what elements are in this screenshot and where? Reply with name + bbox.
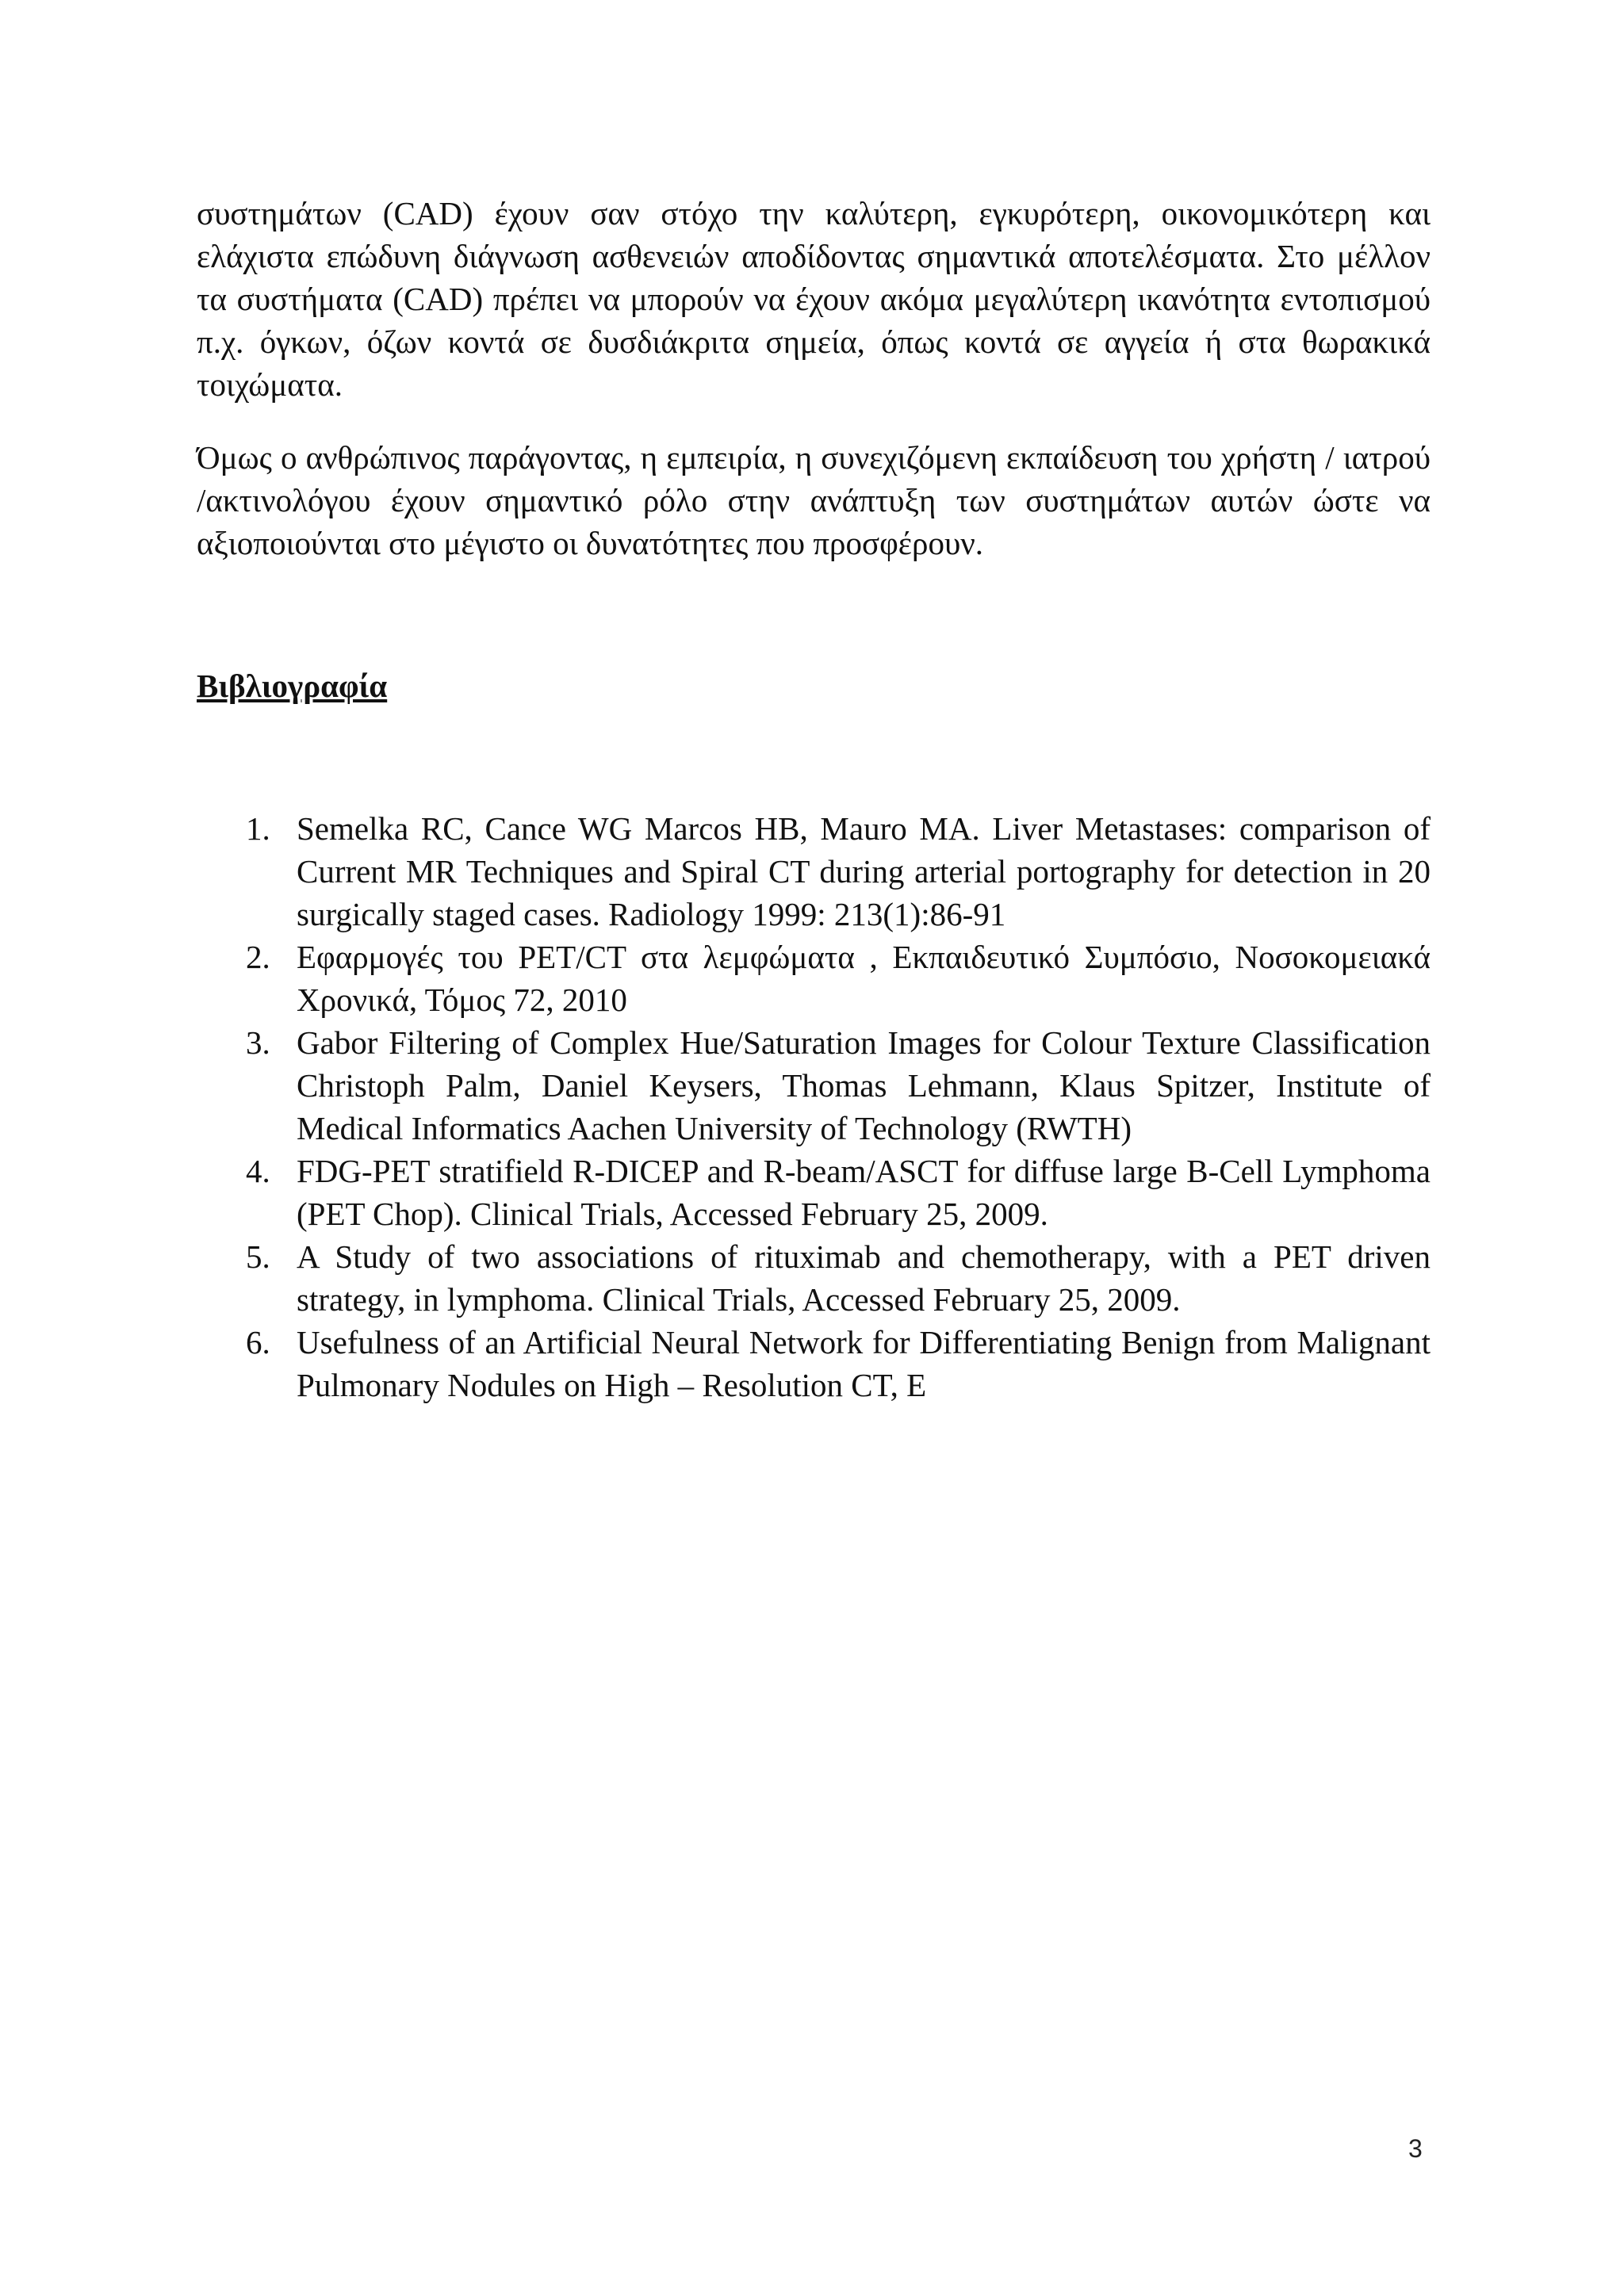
reference-item (0, 1321, 1624, 1406)
reference-text: Εφαρμογές του PET/CT στα λεμφώματα , Εκπαιδευτικό Συμπόσιο, Νοσοκομειακά Χρονικά, Τόμος 72, 2010 (297, 939, 1431, 1018)
reference-number: 6. (246, 1324, 270, 1360)
reference-text: Semelka RC, Cance WG Marcos HB, Mauro MA. Liver Metastases: comparison of Current MR Techniques and Spiral CT during arterial portography for detection in 20 surgically staged cases. Radiology 1999: 213(1):86-91 (297, 810, 1431, 932)
reference-list (0, 807, 1624, 1406)
reference-number: 2. (246, 939, 270, 975)
reference-text: Gabor Filtering of Complex Hue/Saturation Images for Colour Texture Classification Christoph Palm, Daniel Keysers, Thomas Lehmann, Klaus Spitzer, Institute of Medical Informatics Aachen University of Technology (RWTH) (297, 1024, 1431, 1146)
reference-item (0, 936, 1624, 1021)
reference-item (0, 807, 1624, 936)
reference-number: 5. (246, 1238, 270, 1275)
reference-item (0, 1235, 1624, 1321)
body-paragraph-human-factor: Όμως ο ανθρώπινος παράγοντας, η εμπειρία, η συνεχιζόμενη εκπαίδευση του χρήστη / ιατρού /ακτινολόγου έχουν σημαντικό ρόλο στην ανάπτυξη των συστημάτων αυτών ώστε να αξιοποιούνται στο μέγιστο οι δυνατότητες που προσφέρουν. (197, 439, 1431, 561)
reference-text: Usefulness of an Artificial Neural Network for Differentiating Benign from Malignant Pulmonary Nodules on High – Resolution CT, E (297, 1324, 1431, 1403)
reference-item (0, 1021, 1624, 1150)
reference-number: 3. (246, 1024, 270, 1061)
reference-text: FDG-PET stratifield R-DICEP and R-beam/ASCT for diffuse large B-Cell Lymphoma (PET Chop). Clinical Trials, Accessed February 25, 2009. (297, 1153, 1431, 1232)
reference-text: A Study of two associations of rituximab and chemotherapy, with a PET driven strategy, in lymphoma. Clinical Trials, Accessed February 25, 2009. (297, 1238, 1431, 1318)
bibliography-heading: Βιβλιογραφία (197, 668, 388, 704)
reference-number: 1. (246, 810, 270, 847)
page-number: 3 (1408, 2134, 1423, 2163)
reference-item (0, 1150, 1624, 1235)
reference-number: 4. (246, 1153, 270, 1189)
body-paragraph-cad-goals: συστημάτων (CAD) έχουν σαν στόχο την καλύτερη, εγκυρότερη, οικονομικότερη και ελάχιστα επώδυνη διάγνωση ασθενειών αποδίδοντας σημαντικά αποτελέσματα. Στο μέλλον τα συστήματα (CAD) πρέπει να μπορούν να έχουν ακόμα μεγαλύτερη ικανότητα εντοπισμού π.χ. όγκων, όζων κοντά σε δυσδιάκριτα σημεία, όπως κοντά σε αγγεία ή στα θωρακικά τοιχώματα. (197, 195, 1431, 403)
